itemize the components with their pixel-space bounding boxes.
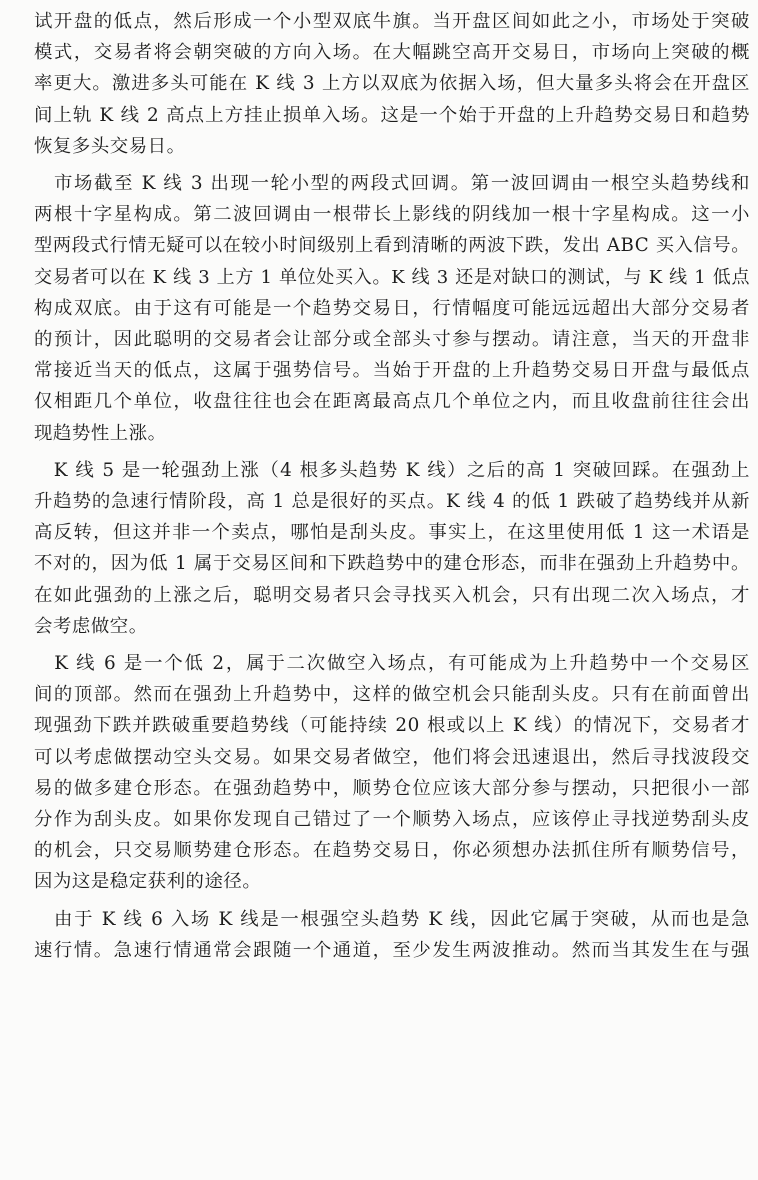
text-line: 的预计，因此聪明的交易者会让部分或全部头寸参与摆动。请注意，当天的开盘非 [34,329,750,351]
text-line: 高反转，但这并非一个卖点，哪怕是刮头皮。事实上，在这里使用低 1 这一术语是 [34,522,750,544]
text-line: 两根十字星构成。第二波回调由一根带长上影线的阴线加一根十字星构成。这一小 [34,204,750,226]
text-line: 分作为刮头皮。如果你发现自己错过了一个顺势入场点，应该停止寻找逆势刮头皮 [34,809,750,831]
text-line: 间的顶部。然而在强劲上升趋势中，这样的做空机会只能刮头皮。只有在前面曾出 [34,684,750,706]
text-line: 交易者可以在 K 线 3 上方 1 单位处买入。K 线 3 还是对缺口的测试，与 K 线 1 低点 [34,266,750,288]
text-line: 仅相距几个单位，收盘往往也会在距离最高点几个单位之内，而且收盘前往往会出 [34,391,750,413]
text-line: 速行情。急速行情通常会跟随一个通道，至少发生两波推动。然而当其发生在与强 [34,939,750,961]
text-line: 市场截至 K 线 3 出现一轮小型的两段式回调。第一波回调由一根空头趋势线和 [34,173,750,195]
text-line: K 线 5 是一轮强劲上涨（4 根多头趋势 K 线）之后的高 1 突破回踩。在强劲上 [34,459,750,481]
text-line: 因为这是稳定获利的途径。 [34,871,262,893]
text-line: 型两段式行情无疑可以在较小时间级别上看到清晰的两波下跌，发出 ABC 买入信号。 [34,235,750,257]
text-line: 间上轨 K 线 2 高点上方挂止损单入场。这是一个始于开盘的上升趋势交易日和趋势 [34,104,750,126]
text-line: 模式，交易者将会朝突破的方向入场。在大幅跳空高开交易日，市场向上突破的概 [34,42,750,64]
paragraph [34,455,750,642]
text-line: K 线 6 是一个低 2，属于二次做空入场点，有可能成为上升趋势中一个交易区 [34,653,750,675]
paragraph [34,6,750,162]
text-line: 由于 K 线 6 入场 K 线是一根强空头趋势 K 线，因此它属于突破，从而也是急 [34,908,750,930]
text-line: 恢复多头交易日。 [34,135,186,157]
text-line: 升趋势的急速行情阶段，高 1 总是很好的买点。K 线 4 的低 1 跌破了趋势线并从新 [34,491,750,513]
text-line: 构成双底。由于这有可能是一个趋势交易日，行情幅度可能远远超出大部分交易者 [34,297,750,319]
text-line: 现强劲下跌并跌破重要趋势线（可能持续 20 根或以上 K 线）的情况下，交易者才 [34,715,750,737]
text-line: 会考虑做空。 [34,615,148,637]
text-line: 不对的，因为低 1 属于交易区间和下跌趋势中的建仓形态，而非在强劲上升趋势中。 [34,553,750,575]
text-line: 常接近当天的低点，这属于强势信号。当始于开盘的上升趋势交易日开盘与最低点 [34,360,750,382]
paragraph [34,168,750,449]
text-line: 易的做多建仓形态。在强劲趋势中，顺势仓位应该大部分参与摆动，只把很小一部 [34,777,750,799]
text-line: 试开盘的低点，然后形成一个小型双底牛旗。当开盘区间如此之小，市场处于突破 [34,11,750,32]
text-line: 率更大。激进多头可能在 K 线 3 上方以双底为依据入场，但大量多头将会在开盘区 [34,73,750,95]
text-line: 的机会，只交易顺势建仓形态。在趋势交易日，你必须想办法抓住所有顺势信号， [34,840,750,862]
paragraph [34,648,750,898]
body-text [34,6,750,972]
paragraph [34,904,750,966]
text-line: 在如此强劲的上涨之后，聪明交易者只会寻找买入机会，只有出现二次入场点，才 [34,584,750,606]
text-line: 可以考虑做摆动空头交易。如果交易者做空，他们将会迅速退出，然后寻找波段交 [34,746,750,768]
text-line: 现趋势性上涨。 [34,422,167,444]
